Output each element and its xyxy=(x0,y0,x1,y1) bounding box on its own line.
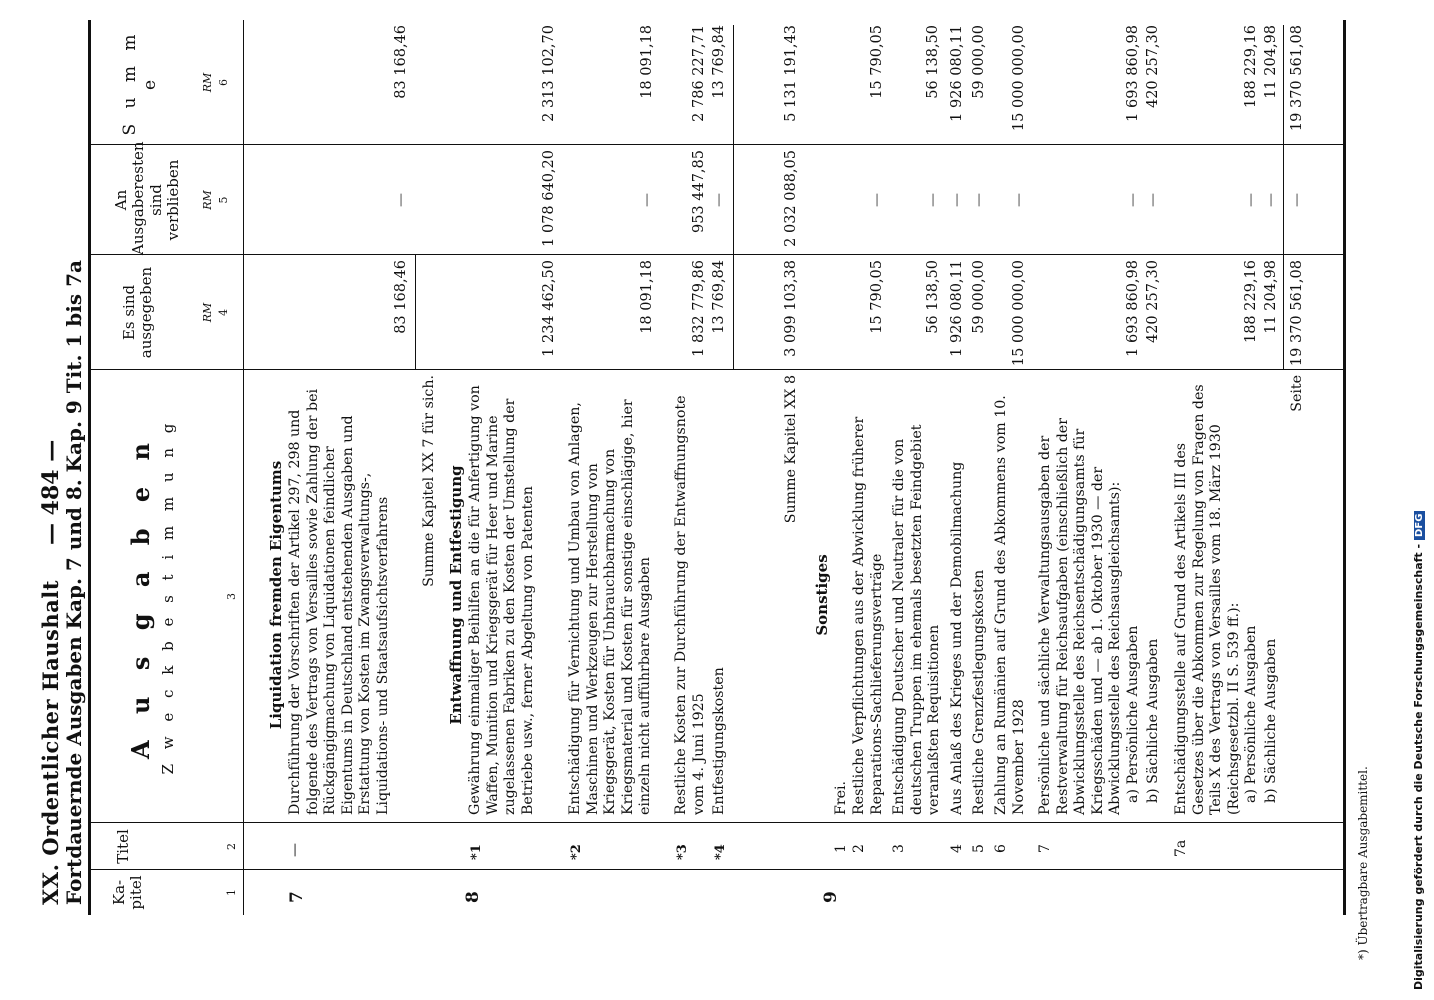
k8-row4-text: Entfestigungskosten xyxy=(711,667,727,815)
col-sep-2 xyxy=(91,822,1343,823)
k9-row7b-text: b) Sächliche Ausgaben xyxy=(1145,638,1161,803)
k9-row7b-rest: — xyxy=(1145,193,1161,207)
k9-row7a-summe: 1 693 860,98 xyxy=(1125,25,1141,122)
col-zweck: Z w e c k b e s t i m m u n g xyxy=(159,418,177,775)
k9-row8a-rest: — xyxy=(1243,193,1259,207)
k9-total-summe: 19 370 561,08 xyxy=(1289,25,1305,132)
k9-row6-text: Zahlung an Rumänien auf Grund des Abkommens vom 10. November 1928 xyxy=(993,395,1027,815)
k8-total-summe: 5 131 191,43 xyxy=(783,25,799,122)
k8-row2-titel: *2 xyxy=(569,844,584,860)
k9-row7a-ausgegeben: 1 693 860,98 xyxy=(1125,260,1141,357)
kapitel-9-num: 9 xyxy=(821,891,841,903)
kapitel-8-num: 8 xyxy=(463,891,483,903)
col-sep-1 xyxy=(91,869,1343,870)
sidebar-credit xyxy=(1412,10,1434,990)
k8-row3-titel: *3 xyxy=(675,844,690,860)
col-kapitel: Ka-pitel xyxy=(110,875,146,910)
k7-summe: 83 168,46 xyxy=(393,25,409,99)
k8-row4-rest: — xyxy=(711,193,727,207)
k9-row3-text: Entschädigung Deutscher und Neutraler für die von deutschen Truppen im ehemals besetzten Feindgebiet veranlaßten Requisitionen xyxy=(891,424,942,815)
k9-row3-rest: — xyxy=(925,193,941,207)
k8-row4-ausgegeben: 13 769,84 xyxy=(711,260,727,334)
k8-sum-rule xyxy=(733,25,734,370)
k9-row4-summe: 1 926 080,11 xyxy=(949,25,965,122)
k8-row3-summe: 2 786 227,71 xyxy=(691,25,707,122)
k9-row3-summe: 56 138,50 xyxy=(925,25,941,99)
k8-row2-ausgegeben: 18 091,18 xyxy=(639,260,655,334)
k9-row8a-ausgegeben: 188 229,16 xyxy=(1243,260,1259,344)
k9-row8-text: Entschädigungsstelle auf Grund des Artikels III des Gesetzes über die Abkommen zur Regelung von Fragen des Teils X des Vertrags von Versailles vom 18. März 1930 (Reichsgesetzbl. II S. 539 ff.): xyxy=(1173,384,1242,815)
k9-row5-titel: 5 xyxy=(971,844,987,853)
k9-row1-titel: 1 xyxy=(833,844,849,853)
header-rule xyxy=(243,20,244,915)
num-1: 1 xyxy=(225,889,238,896)
k9-row2-titel: 2 xyxy=(851,844,867,853)
k9-row6-titel: 6 xyxy=(993,844,1009,853)
k9-row4-ausgegeben: 1 926 080,11 xyxy=(949,260,965,357)
kapitel-8-title: Entwaffnung und Entfestigung xyxy=(447,465,465,725)
k9-row2-rest: — xyxy=(869,193,885,207)
kapitel-7-num: 7 xyxy=(287,891,307,903)
k9-row4-text: Aus Anlaß des Krieges und der Demobilmachung xyxy=(949,461,965,815)
kapitel-9-title: Sonstiges xyxy=(813,554,831,636)
k9-row8b-text: b) Sächliche Ausgaben xyxy=(1263,638,1279,803)
k9-row7a-rest: — xyxy=(1125,193,1141,207)
footnote: *) Übertragbare Ausgabemittel. xyxy=(1356,766,1370,960)
k8-total-ausgegeben: 3 099 103,38 xyxy=(783,260,799,357)
k8-row4-titel: *4 xyxy=(713,844,728,860)
k9-row8b-ausgegeben: 11 204,98 xyxy=(1263,260,1279,334)
k9-row7-titel: 7 xyxy=(1037,844,1053,853)
sidebar-credit-text xyxy=(1412,10,1425,990)
unit-5: RM xyxy=(201,190,214,210)
k7-ausgegeben: 83 168,46 xyxy=(393,260,409,334)
unit-4: RM xyxy=(201,302,214,323)
k8-row4-summe: 13 769,84 xyxy=(711,25,727,99)
unit-6: RM xyxy=(201,72,214,93)
num-3: 3 xyxy=(225,593,238,600)
k9-row4-titel: 4 xyxy=(949,844,965,853)
k9-row5-text: Restliche Grenzfestlegungskosten xyxy=(971,569,987,815)
col-ausgaben: A u s g a b e n xyxy=(126,434,155,759)
sidebar-text: Digitalisierung gefördert durch die Deutsche Forschungsgemeinschaft - xyxy=(1412,543,1425,990)
k9-row6-summe: 15 000 000,00 xyxy=(1011,25,1027,132)
col-ausgabereste: An Ausgaberesten sind verblieben xyxy=(112,141,182,255)
k7-sum-rule xyxy=(415,255,416,370)
k9-row8a-summe: 188 229,16 xyxy=(1243,25,1259,109)
k9-row7b-ausgegeben: 420 257,30 xyxy=(1145,260,1161,344)
page-number: — 484 — xyxy=(38,439,64,545)
k8-row2-rest: — xyxy=(639,193,655,207)
k8-row1-summe: 2 313 102,70 xyxy=(541,25,557,122)
k8-total-rest: 2 032 088,05 xyxy=(783,150,799,247)
k8-row1-text: Gewährung einmaliger Beihilfen an die für Anfertigung von Waffen, Munition und Kriegsgerät für Heer und Marine zugelassenen Fabriken zu den Kosten der Umstellung der Betriebe usw., ferner Abgeltung von Patenten xyxy=(467,385,536,815)
header-line2: Fortdauernde Ausgaben Kap. 7 und 8. Kap. 9 Tit. 1 bis 7a xyxy=(62,260,86,905)
k9-row3-titel: 3 xyxy=(891,844,907,853)
k9-row7-text: Persönliche und sächliche Verwaltungsausgaben der Restverwaltung für Reichsaufgaben (einschließlich der Abwicklungsstelle des Reichsentschädigungsamts für Kriegsschäden und — ab 1. Oktober 1930 — der Abwicklungsstelle des Reichsausgleichsamts): xyxy=(1037,418,1123,815)
k9-total-label: Seite xyxy=(1289,375,1305,412)
kapitel-7-dash: — xyxy=(287,843,303,857)
kapitel-7-text: Durchführung der Vorschriften der Artikel 297, 298 und folgende des Vertrags von Versailles sowie Zahlung der bei Rückgängigmachung von Liquidationen feindlicher Eigentums in Deutschland entstehenden Ausgaben und Erstattung von Kosten im Zwangsverwaltungs-, Liquidations- und Staatsaufsichtsverfahrens xyxy=(287,388,391,815)
k7-total-label: Summe Kapitel XX 7 für sich. xyxy=(421,375,437,587)
k7-rest: — xyxy=(393,193,409,207)
k9-row6-rest: — xyxy=(1011,193,1027,207)
kapitel-7-title: Liquidation fremden Eigentums xyxy=(267,460,285,730)
dfg-logo: DFG xyxy=(1414,511,1425,540)
k9-row2-summe: 15 790,05 xyxy=(869,25,885,99)
k8-row3-ausgegeben: 1 832 779,86 xyxy=(691,260,707,357)
k9-row8-titel: 7a xyxy=(1173,839,1189,857)
col-ausgegeben: Es sind ausgegeben xyxy=(120,266,156,359)
k8-row3-rest: 953 447,85 xyxy=(691,150,707,234)
col-summe: S u m m e xyxy=(120,29,160,136)
k8-row1-titel: *1 xyxy=(469,844,484,860)
k8-row2-text: Entschädigung für Vernichtung und Umbau von Anlagen, Maschinen und Werkzeugen zur Herstellung von Kriegsgerät, Kosten für Unbrauchbarmachung von Kriegsmaterial und Kosten für sonstige einschlägige, hier einzeln nicht aufführbare Ausgaben xyxy=(567,399,653,815)
k9-total-ausgegeben: 19 370 561,08 xyxy=(1289,260,1305,367)
col-titel: Titel xyxy=(114,829,132,864)
k9-row3-ausgegeben: 56 138,50 xyxy=(925,260,941,334)
k9-row5-ausgegeben: 59 000,00 xyxy=(971,260,987,334)
k8-row1-rest: 1 078 640,20 xyxy=(541,150,557,247)
k9-total-rest: — xyxy=(1289,193,1305,207)
ledger-table xyxy=(88,20,1346,915)
header-line1: XX. Ordentlicher Haushalt xyxy=(38,580,63,905)
k9-row8b-summe: 11 204,98 xyxy=(1263,25,1279,99)
k9-row5-rest: — xyxy=(971,193,987,207)
k9-row2-ausgegeben: 15 790,05 xyxy=(869,260,885,334)
k9-row5-summe: 59 000,00 xyxy=(971,25,987,99)
k9-row4-rest: — xyxy=(949,193,965,207)
k8-total-label: Summe Kapitel XX 8 xyxy=(783,375,799,524)
k8-row1-ausgegeben: 1 234 462,50 xyxy=(541,260,557,357)
k9-row6-ausgegeben: 15 000 000,00 xyxy=(1011,260,1027,367)
k9-row1-text: Frei. xyxy=(833,780,849,815)
k9-row7a-text: a) Persönliche Ausgaben xyxy=(1125,625,1141,803)
num-5: 5 xyxy=(217,196,230,204)
k9-row7b-summe: 420 257,30 xyxy=(1145,25,1161,109)
num-4: 4 xyxy=(217,309,230,316)
k9-row8b-rest: — xyxy=(1263,193,1279,207)
num-2: 2 xyxy=(225,843,238,850)
k9-row8a-text: a) Persönliche Ausgaben xyxy=(1243,625,1259,803)
k8-row2-summe: 18 091,18 xyxy=(639,25,655,99)
num-6: 6 xyxy=(217,79,230,86)
k9-row2-text: Restliche Verpflichtungen aus der Abwicklung früherer Reparations-Sachlieferungsverträge xyxy=(851,416,885,815)
k9-sum-rule xyxy=(1283,25,1284,370)
k8-row3-text: Restliche Kosten zur Durchführung der Entwaffnungsnote vom 4. Juni 1925 xyxy=(673,395,707,815)
